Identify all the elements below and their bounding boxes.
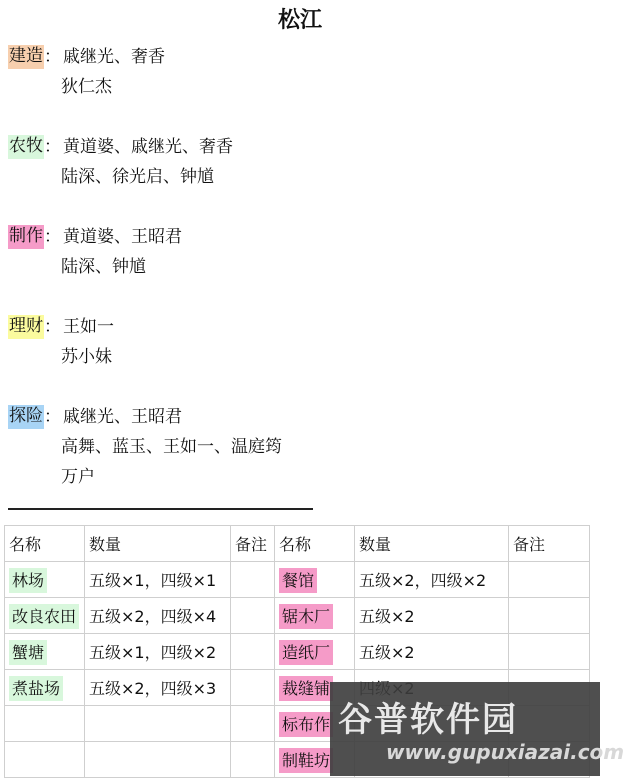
table-cell — [5, 706, 85, 742]
section-line — [8, 252, 182, 282]
section-line — [8, 42, 165, 72]
table-cell — [231, 706, 275, 742]
table-cell — [231, 598, 275, 634]
watermark-text: 谷普软件园 — [338, 700, 518, 740]
section-line — [8, 162, 233, 192]
section-members: 王如一 — [63, 317, 114, 337]
table-cell — [85, 742, 231, 778]
category-label-finance: 理财 — [8, 315, 44, 339]
category-label-farm: 农牧 — [8, 135, 44, 159]
building-name: 林场 — [9, 568, 47, 593]
section-finance — [8, 312, 114, 372]
colon: ： — [44, 227, 61, 247]
section-line — [8, 312, 114, 342]
section-members: 戚继光、王昭君 — [63, 407, 182, 427]
table-row — [5, 562, 590, 598]
header-cell-note: 备注 — [509, 526, 590, 562]
table-cell — [231, 634, 275, 670]
table-cell: 五级×2 — [355, 634, 509, 670]
table-cell: 五级×1，四级×2 — [85, 634, 231, 670]
divider — [8, 508, 313, 510]
section-members: 万户 — [61, 467, 95, 487]
table-cell — [275, 634, 355, 670]
section-members: 高舞、蓝玉、王如一、温庭筠 — [61, 437, 282, 457]
header-cell-quantity: 数量 — [85, 526, 231, 562]
table-cell: 五级×2，四级×3 — [85, 670, 231, 706]
table-cell: 五级×2，四级×4 — [85, 598, 231, 634]
section-members: 陆深、徐光启、钟馗 — [61, 167, 214, 187]
building-name: 标布作 — [279, 712, 333, 737]
section-line — [8, 402, 282, 432]
section-build — [8, 42, 165, 102]
table-cell — [5, 742, 85, 778]
section-members: 戚继光、奢香 — [63, 47, 165, 67]
table-row — [5, 634, 590, 670]
table-cell — [231, 742, 275, 778]
colon: ： — [44, 317, 61, 337]
table-cell — [85, 706, 231, 742]
table-cell — [275, 598, 355, 634]
category-label-make: 制作 — [8, 225, 44, 249]
table-cell: 五级×2 — [355, 598, 509, 634]
table-cell — [509, 598, 590, 634]
building-name: 造纸厂 — [279, 640, 333, 665]
page-title: 松江 — [277, 8, 322, 33]
table-cell: 五级×2，四级×2 — [355, 562, 509, 598]
header-cell-note: 备注 — [231, 526, 275, 562]
section-make — [8, 222, 182, 282]
building-name: 锯木厂 — [279, 604, 333, 629]
section-line — [8, 462, 282, 492]
section-line — [8, 342, 114, 372]
section-members: 陆深、钟馗 — [61, 257, 146, 277]
table-cell — [5, 598, 85, 634]
watermark-url: www.gupuxiazai.com — [386, 740, 624, 764]
table-cell — [5, 562, 85, 598]
building-name: 煮盐场 — [9, 676, 63, 701]
table-header-row — [5, 526, 590, 562]
watermark — [330, 682, 624, 776]
category-label-explore: 探险 — [8, 405, 44, 429]
section-line — [8, 432, 282, 462]
header-cell-quantity: 数量 — [355, 526, 509, 562]
section-members: 狄仁杰 — [61, 77, 112, 97]
table-row — [5, 598, 590, 634]
colon: ： — [44, 47, 61, 67]
colon: ： — [44, 407, 61, 427]
header-cell-name: 名称 — [5, 526, 85, 562]
section-members: 苏小妹 — [61, 347, 112, 367]
table-cell — [5, 634, 85, 670]
table-cell: 五级×1，四级×1 — [85, 562, 231, 598]
table-cell — [231, 562, 275, 598]
building-name: 餐馆 — [279, 568, 317, 593]
category-label-build: 建造 — [8, 45, 44, 69]
table-cell — [5, 670, 85, 706]
section-members: 黄道婆、戚继光、奢香 — [63, 137, 233, 157]
building-name: 制鞋坊 — [279, 748, 333, 773]
building-name: 蟹塘 — [9, 640, 47, 665]
table-cell — [509, 562, 590, 598]
colon: ： — [44, 137, 61, 157]
section-line — [8, 72, 165, 102]
table-cell — [231, 670, 275, 706]
table-cell — [275, 562, 355, 598]
section-members: 黄道婆、王昭君 — [63, 227, 182, 247]
section-line — [8, 222, 182, 252]
building-name: 改良农田 — [9, 604, 79, 629]
building-name: 裁缝铺 — [279, 676, 333, 701]
header-cell-name: 名称 — [275, 526, 355, 562]
section-line — [8, 132, 233, 162]
section-explore — [8, 402, 282, 492]
table-cell — [509, 634, 590, 670]
section-farm — [8, 132, 233, 192]
